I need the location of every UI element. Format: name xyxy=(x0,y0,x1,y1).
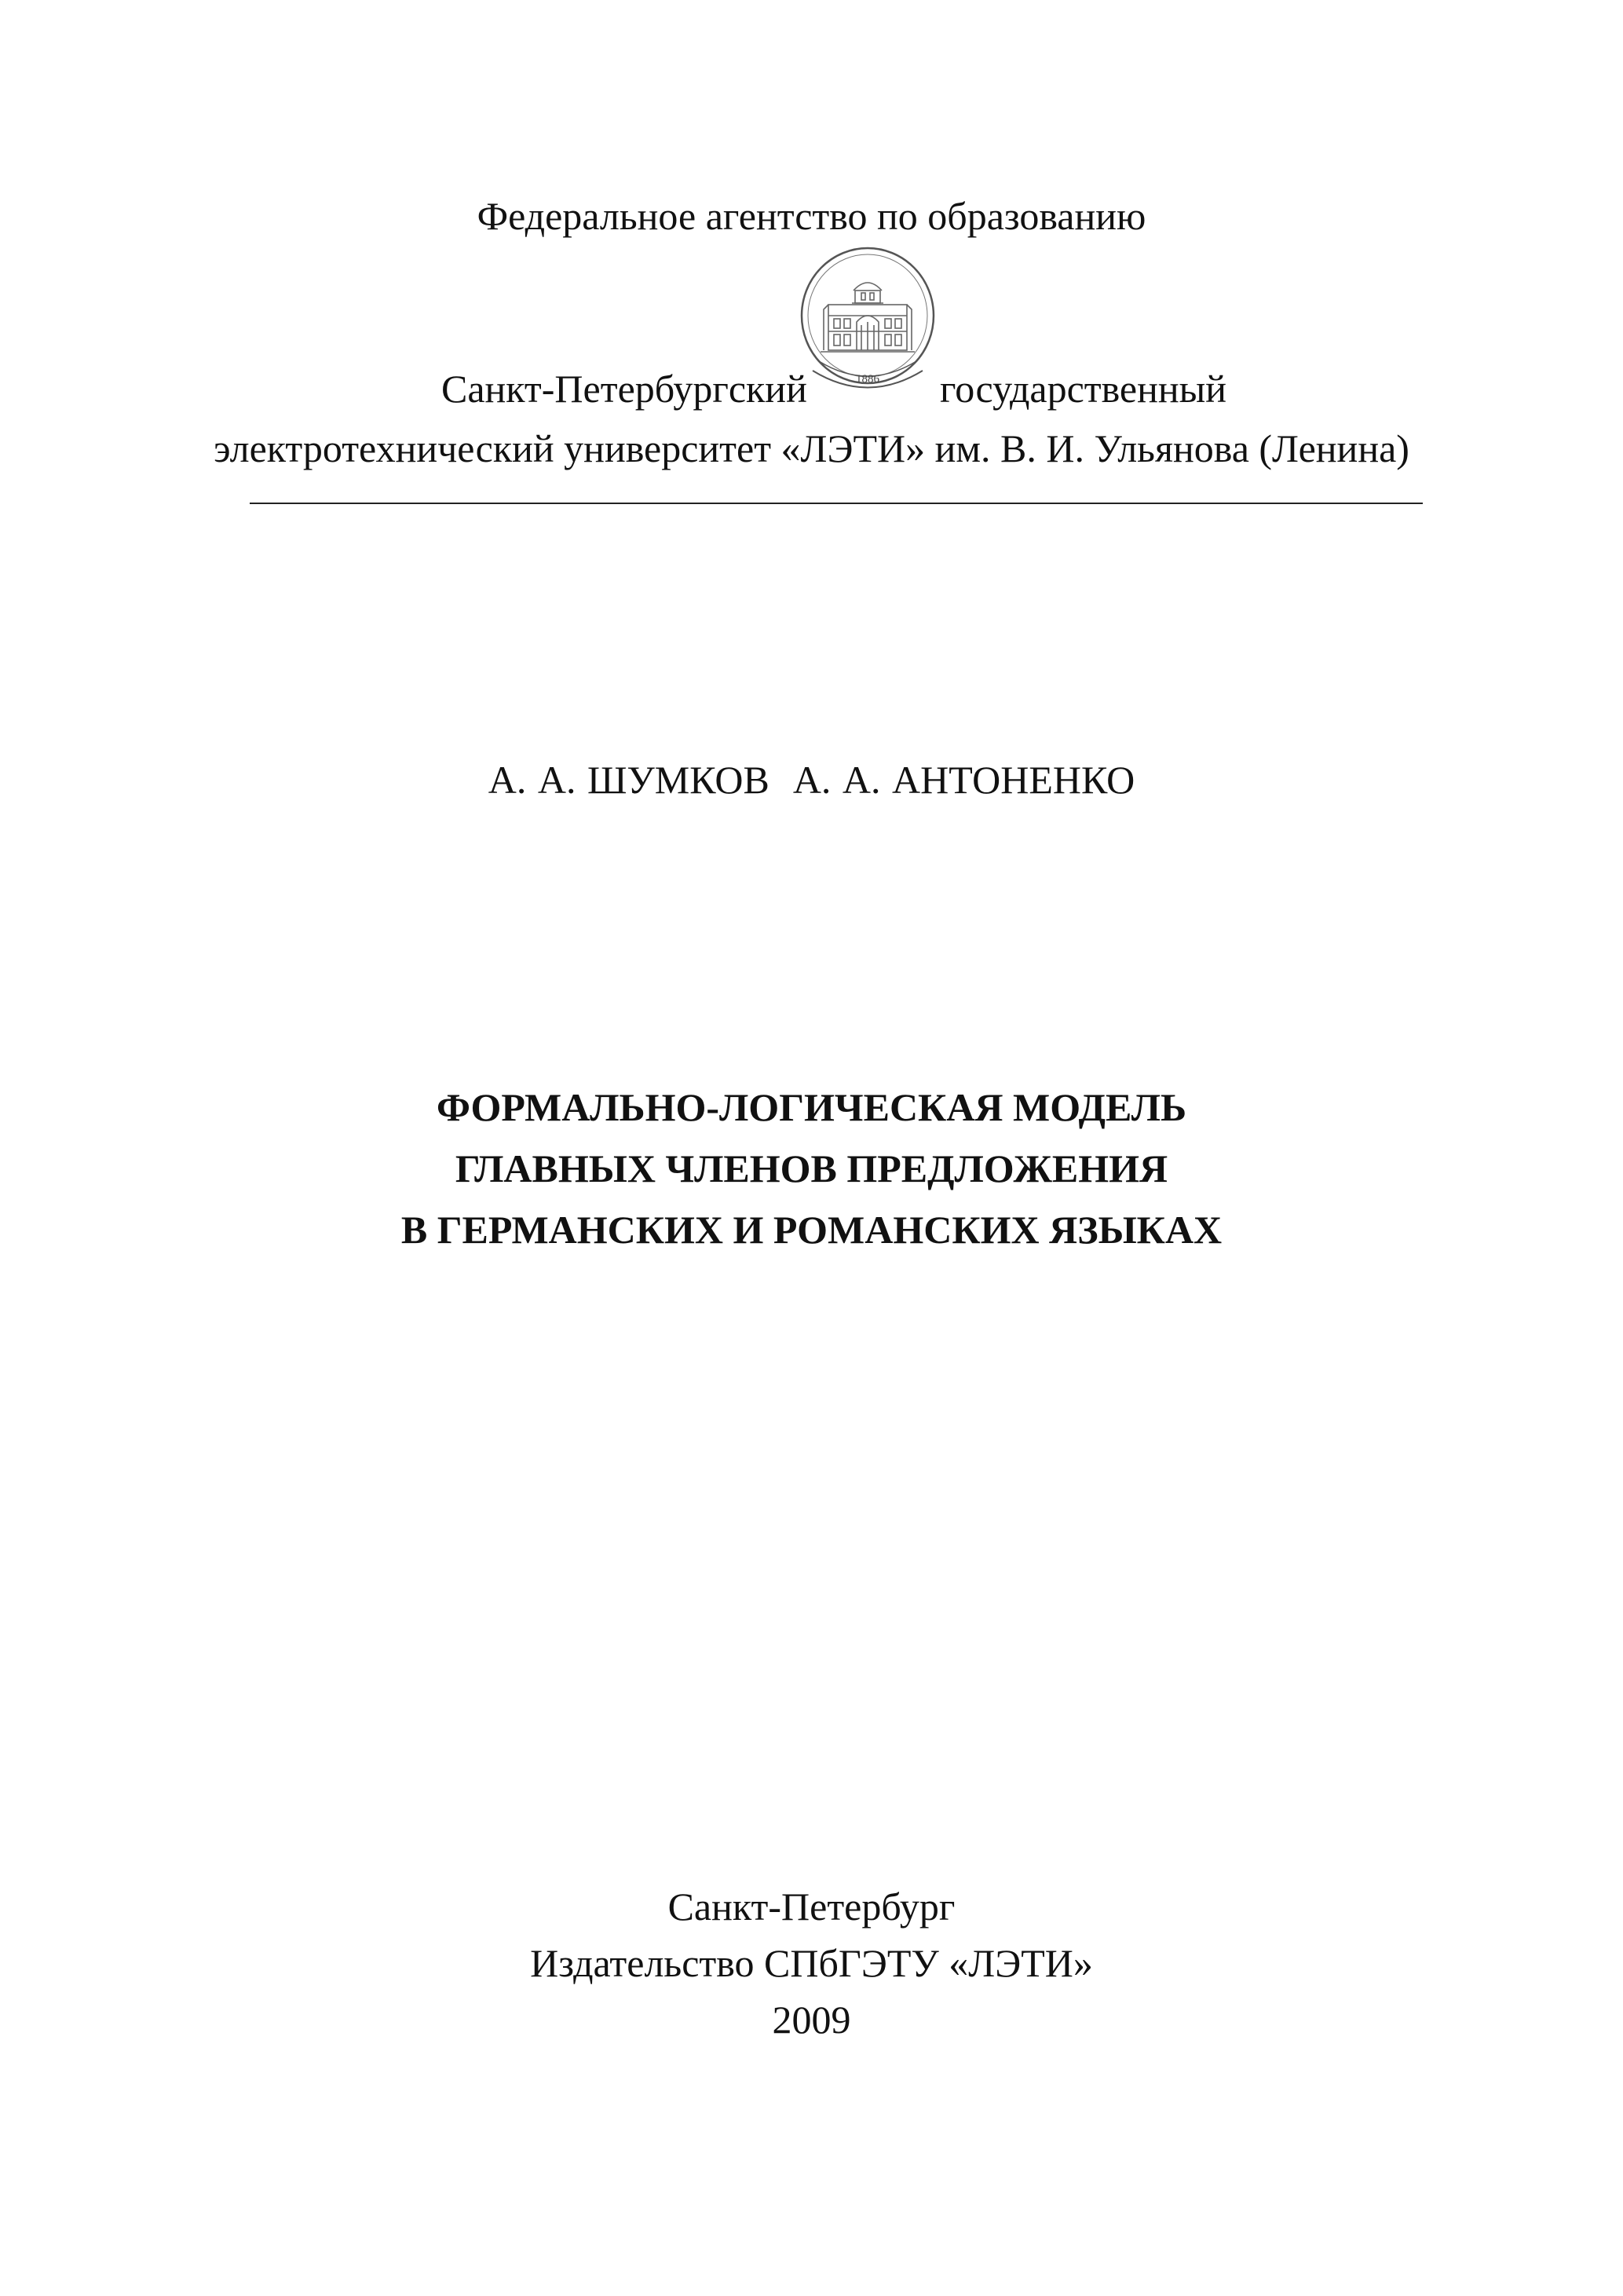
university-name-left: Санкт-Петербургский xyxy=(441,367,807,411)
university-name-line1 xyxy=(441,365,1226,412)
university-name-right: государственный xyxy=(940,367,1226,411)
imprint-publisher: Издательство СПбГЭТУ «ЛЭТИ» xyxy=(530,1941,1093,1985)
title-line-2: ГЛАВНЫХ ЧЛЕНОВ ПРЕДЛОЖЕНИЯ xyxy=(455,1146,1168,1190)
authors xyxy=(0,756,1623,803)
university-name-line2: электротехнический университет «ЛЭТИ» им. В. И. Ульянова (Ленина) xyxy=(214,426,1409,470)
title-line-3: В ГЕРМАНСКИХ И РОМАНСКИХ ЯЗЫКАХ xyxy=(400,1208,1223,1252)
imprint-year: 2009 xyxy=(772,1998,851,2042)
author-1: А. А. ШУМКОВ xyxy=(488,758,769,802)
emblem-year: 1886 xyxy=(856,373,879,386)
header-divider xyxy=(250,503,1423,504)
title-line-1: ФОРМАЛЬНО-ЛОГИЧЕСКАЯ МОДЕЛЬ xyxy=(436,1085,1187,1129)
author-2: А. А. АНТОНЕНКО xyxy=(792,758,1135,802)
imprint-city: Санкт-Петербург xyxy=(667,1885,956,1929)
agency-name: Федеральное агентство по образованию xyxy=(477,194,1146,238)
